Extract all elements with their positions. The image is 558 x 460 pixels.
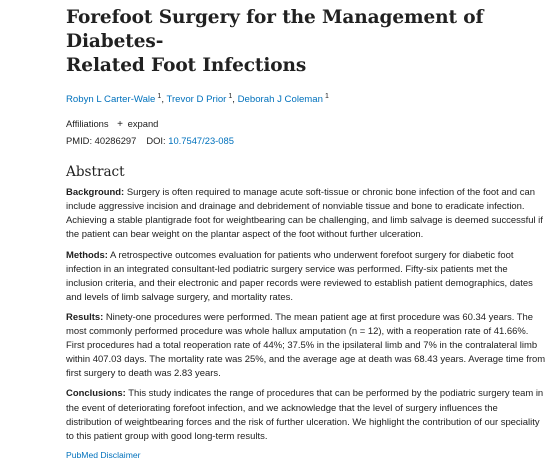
pmid: PMID: 40286297: [66, 135, 137, 147]
author-link[interactable]: Deborah J Coleman: [237, 94, 323, 106]
methods-text: A retrospective outcomes evaluation for patients who underwent forefoot surgery for diabetic foot infection in an integrated consultant-led podiatric surgery service was performed. Fifty-six patients met the inclusion criteria, and their electronic and paper records were reviewed to establish patient demographics, dates and levels of limb salvage surgery, and mortality rates.: [66, 249, 533, 303]
doi-label: DOI:: [146, 135, 166, 147]
abstract-background: [66, 186, 546, 242]
pubmed-disclaimer-link[interactable]: PubMed Disclaimer: [66, 449, 141, 460]
author-affiliation-ref[interactable]: 1: [228, 93, 233, 100]
abstract-conclusions: [66, 387, 546, 443]
article-identifiers: [66, 134, 546, 147]
background-text: Surgery is often required to manage acute soft-tissue or chronic bone infection of the foot and can include aggressive incision and drainage and debridement of nonviable tissue and bone to eradicate infection. Achieving a stable plantigrade foot for weightbearing can be challenging, and limb salvage is deemed successful if the patient can bear weight on the plantar aspect of the foot without further ulceration.: [66, 187, 543, 241]
abstract-heading: Abstract: [66, 164, 125, 181]
expand-button[interactable]: [117, 118, 158, 129]
author-list: [66, 90, 546, 107]
author-affiliation-ref[interactable]: 1: [324, 93, 329, 100]
results-label: Results:: [66, 311, 104, 323]
article-title-line2: Related Foot Infections: [66, 55, 307, 76]
affiliations-toggle[interactable]: [66, 117, 546, 131]
author-separator: ,: [232, 94, 235, 106]
doi-link[interactable]: 10.7547/23-085: [168, 135, 234, 147]
background-label: Background:: [66, 187, 125, 199]
results-text: Ninety-one procedures were performed. The mean patient age at first procedure was 60.34 years. The most commonly performed procedure was whole hallux amputation (n = 12), with a reoperation rate of 41.66%. First procedures had a total reoperation rate of 44%; 37.5% in the ipsilateral limb and 7% in the contralateral limb within 407.03 days. The mortality rate was 25%, and the average age at death was 68.43 years. Average time from first surgery to death was 2.83 years.: [66, 311, 546, 380]
author-affiliation-ref[interactable]: 1: [157, 93, 162, 100]
affiliations-label: Affiliations: [66, 118, 109, 130]
author-link[interactable]: Trevor D Prior: [166, 94, 227, 106]
methods-label: Methods:: [66, 249, 108, 261]
plus-icon: +: [117, 119, 124, 131]
author-separator: ,: [161, 94, 164, 106]
conclusions-label: Conclusions:: [66, 388, 126, 400]
article-title: [66, 6, 546, 78]
article-page: [66, 6, 546, 460]
abstract-methods: [66, 249, 546, 305]
expand-label: expand: [127, 118, 159, 130]
author-link[interactable]: Robyn L Carter-Wale: [66, 94, 156, 106]
article-title-line1: Forefoot Surgery for the Management of Diabetes-: [66, 7, 484, 52]
abstract-results: [66, 311, 546, 381]
conclusions-text: This study indicates the range of procedures that can be performed by the podiatric surgery team in the event of deteriorating forefoot infection, and we acknowledge that the level of surgery influences the distribution of weightbearing forces and the risk of further ulceration. We highlight the contribution of our speciality to this patient group with good long-term results.: [66, 388, 544, 442]
